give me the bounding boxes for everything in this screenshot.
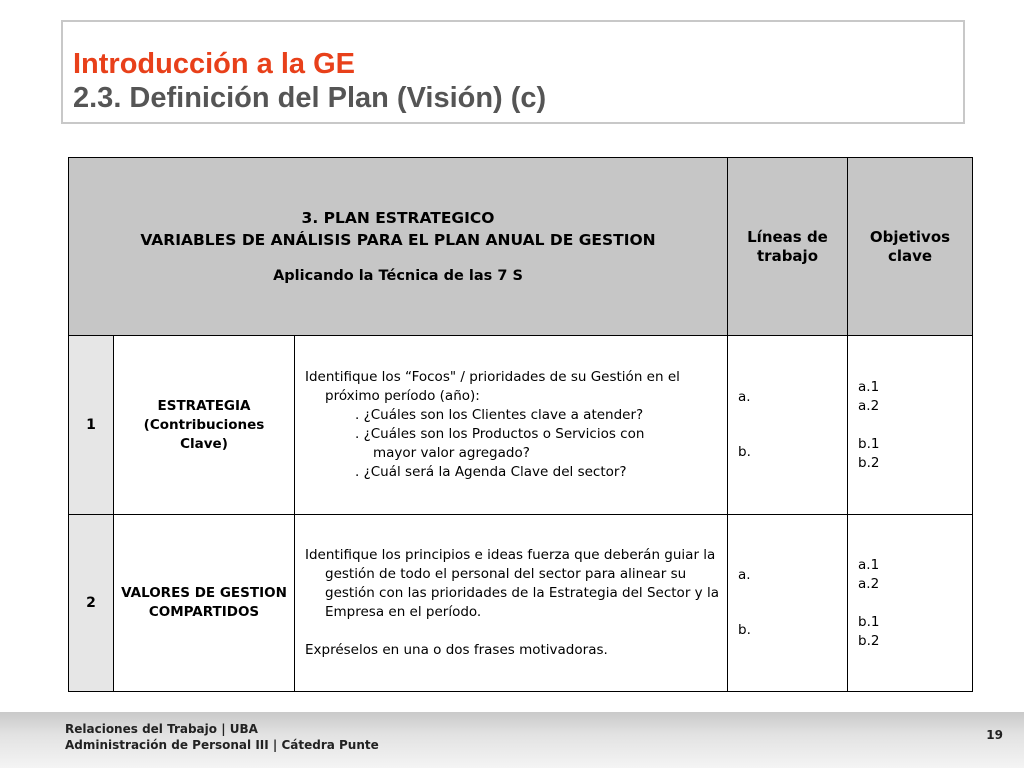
description-bullet: . ¿Cuál será la Agenda Clave del sector?: [355, 464, 627, 480]
objective-item: a.1: [858, 378, 880, 395]
title-box: [61, 20, 965, 124]
objective-item: b.2: [858, 632, 880, 649]
table-header-row: [69, 158, 973, 336]
slide-title: Introducción a la GE: [73, 48, 355, 80]
row-category: VALORES DE GESTION COMPARTIDOS: [114, 515, 295, 692]
row-category: ESTRATEGIA (Contribuciones Clave): [114, 336, 295, 515]
header-technique: Aplicando la Técnica de las 7 S: [273, 267, 523, 284]
objective-item: a.2: [858, 575, 880, 592]
table-row: [69, 515, 973, 692]
row-key-objectives: [848, 515, 973, 692]
line-item: a.: [738, 389, 751, 405]
description-intro: Identifique los principios e ideas fuerza que deberán guiar la gestión de todo el personal del sector para alinear su gestión con las prioridades de la Estrategia del Sector y la Empresa en el período.: [305, 547, 719, 620]
table-header-main: [69, 158, 728, 336]
row-number: 1: [69, 336, 114, 515]
header-plan-title: 3. PLAN ESTRATEGICO: [301, 208, 495, 227]
row-lines-of-work: [728, 515, 848, 692]
header-lines-of-work: Líneas de trabajo: [728, 158, 848, 336]
objective-item: b.2: [858, 454, 880, 471]
plan-table: [68, 157, 973, 692]
row-description: [295, 515, 728, 692]
objective-item: a.1: [858, 556, 880, 573]
description-bullet: . ¿Cuáles son los Productos o Servicios con: [355, 426, 645, 442]
row-key-objectives: [848, 336, 973, 515]
header-variables-title: VARIABLES DE ANÁLISIS PARA EL PLAN ANUAL DE GESTION: [140, 230, 656, 249]
row-lines-of-work: [728, 336, 848, 515]
page-number: 19: [986, 728, 1003, 742]
footer-institution: Relaciones del Trabajo | UBA: [65, 722, 258, 736]
description-bullet-continuation: mayor valor agregado?: [373, 445, 530, 461]
objective-item: b.1: [858, 613, 880, 630]
line-item: b.: [738, 622, 751, 638]
row-number: 2: [69, 515, 114, 692]
description-outro: Expréselos en una o dos frases motivadoras.: [305, 642, 608, 658]
objective-item: b.1: [858, 435, 880, 452]
row-description: [295, 336, 728, 515]
slide-subtitle: 2.3. Definición del Plan (Visión) (c): [73, 82, 547, 114]
footer: [0, 712, 1024, 768]
table-row: [69, 336, 973, 515]
header-key-objectives: Objetivos clave: [848, 158, 973, 336]
footer-course: Administración de Personal III | Cátedra Punte: [65, 738, 379, 752]
description-intro: Identifique los “Focos" / prioridades de su Gestión en el próximo período (año):: [305, 369, 680, 404]
line-item: b.: [738, 444, 751, 460]
description-bullet: . ¿Cuáles son los Clientes clave a atender?: [355, 407, 644, 423]
line-item: a.: [738, 567, 751, 583]
objective-item: a.2: [858, 397, 880, 414]
